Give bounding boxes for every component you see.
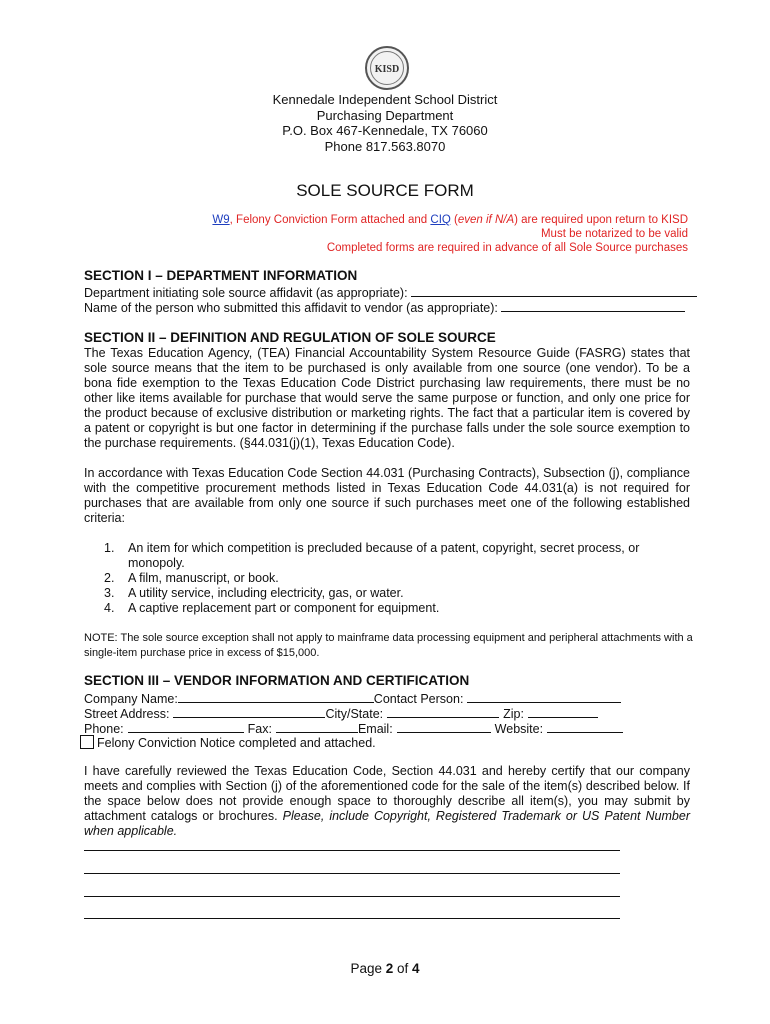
vendor-row-3 <box>84 720 623 737</box>
phone-label: Phone: <box>84 722 124 736</box>
company-name-label: Company Name: <box>84 692 178 706</box>
zip-input[interactable] <box>528 705 598 718</box>
notice-line-1 <box>88 214 688 226</box>
definition-paragraph: The Texas Education Agency, (TEA) Financial Accountability System Resource Guide (FASRG) states that sole source means that the item to be purchased is only available from one source (one vendor). To be a bona fide exemption to the Texas Education Code District purchasing law requirements, there must be no other like items available for purchase that would serve the same purpose or function, and only one price for the product because of exclusive distribution or marketing rights. The fact that a particular item is covered by a patent or copyright is but one factor in determining if the purchase falls under the sole source exemption to the purchase requirements. (§44.031(j)(1), Texas Education Code). <box>84 346 690 450</box>
fax-input[interactable] <box>276 720 358 733</box>
phone-input[interactable] <box>128 720 244 733</box>
district-name: Kennedale Independent School District <box>272 92 498 107</box>
fax-label: Fax: <box>247 722 272 736</box>
submitter-field-label: Name of the person who submitted this affidavit to vendor (as appropriate): <box>84 301 498 315</box>
city-state-label: City/State: <box>325 707 384 721</box>
criteria-item: 1. An item for which competition is precluded because of a patent, copyright, secret process, or monopoly. <box>104 541 640 570</box>
contact-person-label: Contact Person: <box>373 692 464 706</box>
section-2-heading: SECTION II – DEFINITION AND REGULATION OF SOLE SOURCE <box>84 330 496 345</box>
street-address-label: Street Address: <box>84 707 170 721</box>
department-name: Purchasing Department <box>316 107 454 123</box>
certification-text: I have carefully reviewed the Texas Education Code, Section 44.031 and hereby certify that our company meets and complies with Section (j) of the aforementioned code for the sale of the item(s) described below. If the space below does not provide enough space to thoroughly describe all item(s), you may submit by attachment catalogs or brochures. <box>84 764 690 823</box>
description-line[interactable] <box>84 918 620 919</box>
felony-notice-checkbox[interactable] <box>80 735 94 749</box>
kisd-seal-logo <box>365 46 409 90</box>
description-line[interactable] <box>84 896 620 897</box>
description-line[interactable] <box>84 873 620 874</box>
certification-paragraph <box>84 764 690 839</box>
certification-italic-note: Please, include Copyright, Registered Trademark or US Patent Number when applicable. <box>84 809 690 838</box>
city-state-input[interactable] <box>387 705 499 718</box>
notice-even-na: even if N/A <box>457 214 515 226</box>
zip-label: Zip: <box>503 707 524 721</box>
notice-part2: ( <box>450 214 458 226</box>
note-text: NOTE: The sole source exception shall not apply to mainframe data processing equipment and peripheral attachments with a single-item purchase price in excess of $15,000. <box>84 632 693 659</box>
notice-line-2: Must be notarized to be valid <box>540 228 688 240</box>
criteria-item: 2. A film, manuscript, or book. <box>104 571 279 585</box>
description-line[interactable] <box>84 850 620 851</box>
form-title: SOLE SOURCE FORM <box>296 181 474 200</box>
ciq-link[interactable]: CIQ <box>430 214 451 226</box>
department-field-label: Department initiating sole source affidavit (as appropriate): <box>84 286 408 300</box>
page-number: Page 2 of 4 <box>350 961 420 976</box>
email-label: Email: <box>357 722 393 736</box>
w9-link[interactable]: W9 <box>212 214 230 226</box>
website-label: Website: <box>494 722 544 736</box>
criteria-list <box>104 541 688 616</box>
regulation-paragraph: In accordance with Texas Education Code Section 44.031 (Purchasing Contracts), Subsection (j), compliance with the competitive procurement methods listed in Texas Education Code 44.031(a) is not required for purchases that are available from only one source if such purchases meet one of the following established criteria: <box>84 466 690 525</box>
website-input[interactable] <box>547 720 623 733</box>
section-3-heading: SECTION III – VENDOR INFORMATION AND CERTIFICATION <box>84 673 470 688</box>
notice-part3: ) are required upon return to KISD <box>514 214 688 226</box>
criteria-item: 4. A captive replacement part or component for equipment. <box>104 601 440 615</box>
notice-line-3: Completed forms are required in advance of all Sole Source purchases <box>326 242 688 254</box>
notice-part1: , Felony Conviction Form attached and <box>229 214 431 226</box>
email-input[interactable] <box>397 720 491 733</box>
submitter-field-row <box>84 299 685 316</box>
company-name-input[interactable] <box>178 690 374 703</box>
contact-person-input[interactable] <box>467 690 621 703</box>
department-field-input[interactable] <box>411 284 697 297</box>
seal-text: KISD <box>374 64 400 75</box>
criteria-item: 3. A utility service, including electricity, gas, or water. <box>104 586 404 600</box>
section-1-heading: SECTION I – DEPARTMENT INFORMATION <box>84 268 358 283</box>
district-address: P.O. Box 467‑Kennedale, TX 76060 <box>282 123 488 138</box>
submitter-field-input[interactable] <box>501 299 685 312</box>
felony-notice-label: Felony Conviction Notice completed and attached. <box>97 736 376 750</box>
district-phone: Phone 817.563.8070 <box>324 138 446 154</box>
street-address-input[interactable] <box>173 705 325 718</box>
